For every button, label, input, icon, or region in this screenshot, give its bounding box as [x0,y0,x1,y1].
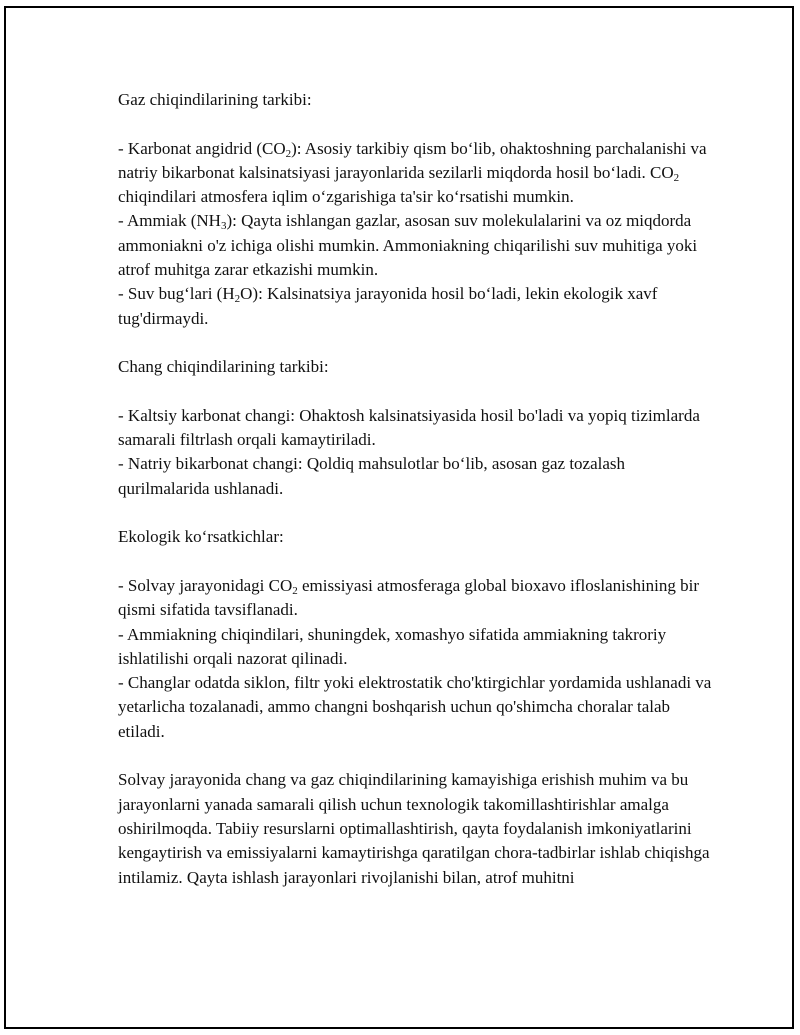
dust-item: - Kaltsiy karbonat changi: Ohaktosh kalsinatsiyasida hosil bo'ladi va yopiq tizimlarda samarali filtrlash orqali kamaytiriladi. [118,405,700,450]
eco-item-co2 [118,574,718,623]
subscript: 3 [220,220,227,233]
spacer [118,550,718,574]
dust-item: - Natriy bikarbonat changi: Qoldiq mahsulotlar bo‘lib, asosan gaz tozalash qurilmalarida ushlanadi. [118,454,626,498]
subscript: 2 [673,171,680,184]
subscript: 2 [285,147,292,160]
spacer [118,744,718,768]
spacer [118,331,718,355]
gas-item-nh3 [118,209,718,282]
spacer [118,112,718,136]
spacer [118,501,718,525]
text-span: - Karbonat angidrid (CO [118,138,286,158]
dust-heading: Chang chiqindilarining tarkibi: [118,357,329,377]
subscript: 2 [234,293,241,306]
spacer [118,380,718,404]
text-span: - Ammiak (NH [118,211,221,231]
gas-item-h2o [118,282,718,331]
text-span: ): Asosiy tarkibiy qism bo‘lib, ohaktoshning parchalanishi va natriy bikarbonat kalsinatsiyasi jarayonlarida sezilarli miqdorda hosil bo‘ladi. CO [118,138,707,182]
gas-heading: Gaz chiqindilarining tarkibi: [118,90,312,109]
conclusion-paragraph: Solvay jarayonida chang va gaz chiqindilarining kamayishiga erishish muhim va bu jarayonlarni yanada samarali qilish uchun texnologik takomillashtirishlar amalga oshirilmoqda. Tabiiy resurslarni optimallashtirish, qayta foydalanish imkoniyatlarini kengaytirish va emissiyalarni kamaytirishga qaratilgan chora-tadbirlar ishlab chiqishga intilamiz. Qayta ishlash jarayonlari rivojlanishi bilan, atrof muhitni [118,770,710,887]
eco-heading: Ekologik ko‘rsatkichlar: [118,527,284,547]
eco-item: - Ammiakning chiqindilari, shuningdek, xomashyo sifatida ammiakning takroriy ishlatilishi orqali nazorat qilinadi. [118,624,667,668]
text-span: emissiyasi atmosferaga global bioxavo ifloslanishining bir qismi sifatida tavsiflanadi. [118,575,700,620]
text-span: chiqindilari atmosfera iqlim o‘zgarishiga ta'sir ko‘rsatishi mumkin. [118,187,574,207]
text-span: - Solvay jarayonidagi CO [118,575,293,595]
subscript: 2 [292,584,298,597]
text-span: - Suv bug‘lari (H [118,284,235,304]
text-span: ): Qayta ishlangan gazlar, asosan suv molekulalarini va oz miqdorda ammoniakni o'z ichiga olishi mumkin. Ammoniakning chiqarilishi suv muhitiga yoki atrof muhitga zarar etkazishi mumkin. [118,211,698,280]
document-body [118,88,718,890]
eco-item: - Changlar odatda siklon, filtr yoki elektrostatik cho'ktirgichlar yordamida ushlanadi va yetarlicha tozalanadi, ammo changni boshqarish uchun qo'shimcha choralar talab etiladi. [118,673,712,741]
gas-item-co2 [118,137,718,210]
text-span: O): Kalsinatsiya jarayonida hosil bo‘ladi, lekin ekologik xavf tug'dirmaydi. [118,284,658,328]
